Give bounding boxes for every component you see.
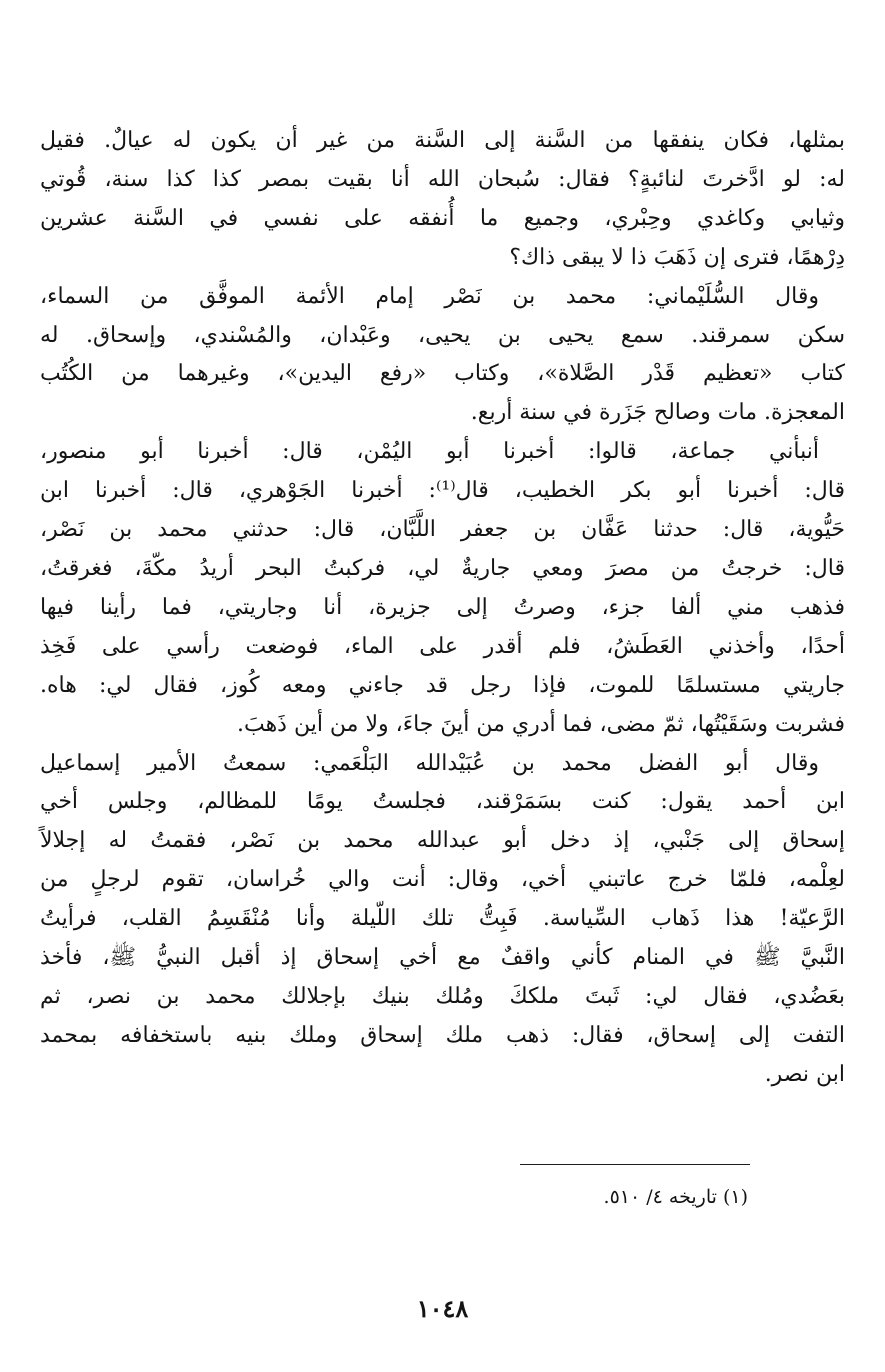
footnote — [604, 1183, 748, 1211]
text-line: ابن أحمد يقول: كنت بسَمَرْقند، فجلستُ يومًا للمظالم، وجلس أخي — [40, 789, 845, 815]
text-line: جاريتي مستسلمًا للموت، فإذا رجل قد جاءني ومعه كُوز، فقال لي: هاه. — [40, 672, 845, 698]
paragraph-3 — [40, 433, 845, 744]
paragraph-2 — [40, 278, 845, 434]
text-line: ابن نصر. — [764, 1061, 845, 1087]
text-line: قال: أخبرنا أبو بكر الخطيب، قال⁽¹⁾: أخبرنا الجَوْهري، قال: أخبرنا ابن — [40, 478, 846, 504]
text-line: قال: خرجتُ من مصرَ ومعي جاريةٌ لي، فركبتُ البحر أريدُ مكّةَ، فغرقتُ، — [40, 555, 845, 581]
text-line: سكن سمرقند. سمع يحيى بن يحيى، وعَبْدان، والمُسْندي، وإسحاق. له — [40, 322, 845, 348]
text-line: فذهب مني ألفا جزء، وصرتُ إلى جزيرة، أنا وجاريتي، فما رأينا فيها — [40, 594, 845, 620]
text-line: أحدًا، وأخذني العَطَشُ، فلم أقدر على الماء، فوضعت رأسي على فَخِذ — [40, 633, 845, 659]
page-number: ١٠٤٨ — [416, 1294, 469, 1323]
text-line: وثيابي وكاغدي وحِبْري، وجميع ما أُنفقه على نفسي في السَّنة عشرين — [40, 205, 845, 231]
text-line: كتاب «تعظيم قَدْر الصَّلاة»، وكتاب «رفع اليدين»، وغيرهما من الكُتُب — [40, 361, 845, 387]
text-line: حَيُّوية، قال: حدثنا عَفَّان بن جعفر اللَّبَّان، قال: حدثني محمد بن نَصْر، — [40, 517, 845, 543]
text-line: وقال أبو الفضل محمد بن عُبَيْدالله البَلْعَمي: سمعتُ الأمير إسماعيل — [40, 750, 819, 776]
paragraph-1 — [40, 122, 845, 278]
text-line: الرَّعيّة! هذا ذَهاب السِّياسة. فَبِتُّ تلك اللّيلة وأنا مُنْقَسِمُ القلب، فرأيتُ — [40, 906, 845, 932]
text-line: لعِلْمه، فلمّا خرج عاتبني أخي، وقال: أنت والي خُراسان، تقوم لرجلٍ من — [40, 867, 845, 893]
footnote-text: تاريخه ٤/ ٥١٠. — [603, 1186, 717, 1208]
text-line: دِرْهمًا، فترى إن ذَهَبَ ذا لا يبقى ذاك؟ — [509, 244, 845, 270]
text-line: وقال السُّلَيْماني: محمد بن نَصْر إمام الأئمة الموفَّق من السماء، — [40, 283, 819, 309]
text-line: المعجزة. مات وصالح جَزَرة في سنة أربع. — [470, 400, 845, 426]
text-line: أنبأني جماعة، قالوا: أخبرنا أبو اليُمْن، قال: أخبرنا أبو منصور، — [40, 439, 819, 465]
text-line: بمثلها، فكان ينفقها من السَّنة إلى السَّنة من غير أن يكون له عيالٌ. فقيل — [40, 128, 845, 153]
text-line: فشربت وسَقَيْتُها، ثمّ مضى، فما أدري من أينَ جاءَ، ولا من أين ذَهبَ. — [236, 711, 845, 737]
text-line: بعَضُدي، فقال لي: ثَبتَ ملككَ ومُلك بنيك بإجلالك محمد بن نصر، ثم — [40, 983, 846, 1009]
main-text — [40, 122, 845, 1095]
footnote-marker: (١) — [722, 1186, 748, 1208]
text-line: إسحاق إلى جَنْبي، إذ دخل أبو عبدالله محمد بن نَصْر، فقمتُ له إجلالاً — [40, 828, 845, 854]
footnote-divider — [520, 1164, 750, 1165]
text-line: له: لو ادَّخرتَ لنائبةٍ؟ فقال: سُبحان الله أنا بقيت بمصر كذا كذا سنة، قُوتي — [40, 166, 845, 192]
text-line: التفت إلى إسحاق، فقال: ذهب ملك إسحاق وملك بنيه باستخفافه بمحمد — [40, 1022, 845, 1048]
paragraph-4 — [40, 745, 845, 1095]
text-line: النَّبيَّ ﷺ في المنام كأني واقفٌ مع أخي إسحاق إذ أقبل النبيُّ ﷺ، فأخذ — [40, 945, 845, 971]
